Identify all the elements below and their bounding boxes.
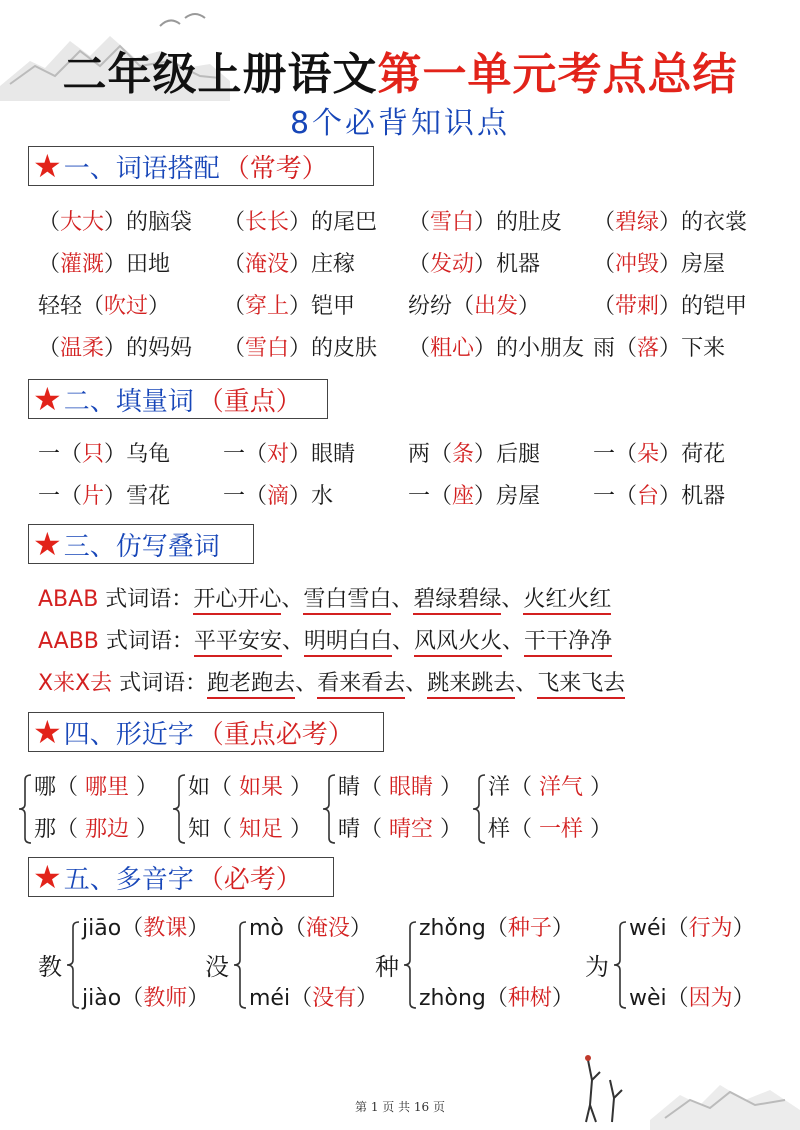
paren-close: ） xyxy=(148,294,171,319)
title-part-unit: 第一单元考点总结 xyxy=(377,49,738,100)
example-word: 飞来飞去 xyxy=(537,671,625,699)
phrase-answer: 淹没 xyxy=(245,252,290,277)
pattern-suffix: 式词语： xyxy=(105,629,194,654)
paren-open: （ xyxy=(223,210,246,235)
section-tag: （常考） xyxy=(223,153,328,184)
paren-close: ） xyxy=(474,442,497,467)
phrase-suffix: 的衣裳 xyxy=(681,210,748,235)
measure-answer: 台 xyxy=(637,484,660,509)
reduplication-row xyxy=(38,582,611,618)
paren-close: ） xyxy=(289,252,312,277)
example-word: 教课 xyxy=(143,916,188,941)
separator: 、 xyxy=(391,629,414,654)
brace-icon xyxy=(322,774,336,844)
measure-number: 一 xyxy=(223,442,246,467)
polyphone-char: 没 xyxy=(205,953,229,981)
section-tag: （重点） xyxy=(197,386,302,417)
phrase-item xyxy=(408,289,540,320)
measure-answer: 只 xyxy=(82,442,105,467)
phrase-answer: 雪白 xyxy=(245,336,290,361)
phrase-suffix: 的妈妈 xyxy=(126,336,193,361)
measure-item xyxy=(223,479,333,510)
brace-icon xyxy=(472,774,486,844)
phrase-suffix: 的皮肤 xyxy=(311,336,378,361)
example-word: 没有 xyxy=(312,986,357,1011)
reduplication-row xyxy=(38,624,612,660)
measure-answer: 滴 xyxy=(267,484,290,509)
example-word: 跳来跳去 xyxy=(427,671,515,699)
paren-open: （ xyxy=(210,817,240,842)
paren-open: （ xyxy=(615,484,638,509)
paren-open: （ xyxy=(245,442,268,467)
section-title: 四、形近字 xyxy=(63,719,194,750)
phrase-row xyxy=(38,331,798,367)
reduplication-row xyxy=(38,666,625,702)
paren-close: ） xyxy=(659,484,682,509)
similar-char-line xyxy=(34,770,158,801)
paren-close: ） xyxy=(104,442,127,467)
star-icon: ★ xyxy=(33,380,62,418)
separator: 、 xyxy=(295,671,318,696)
paren-close: ） xyxy=(433,817,463,842)
paren-open: （ xyxy=(223,336,246,361)
char: 样 xyxy=(488,817,511,842)
paren-open: （ xyxy=(593,210,616,235)
paren-open: （ xyxy=(60,442,83,467)
phrase-answer: 冲毁 xyxy=(615,252,660,277)
phrase-answer: 带刺 xyxy=(615,294,660,319)
section-title: 五、多音字 xyxy=(63,864,194,895)
paren-close: ） xyxy=(187,986,210,1011)
phrase-prefix: 雨 xyxy=(593,336,616,361)
measure-number: 一 xyxy=(38,484,61,509)
measure-noun: 后腿 xyxy=(496,442,541,467)
example-word: 种子 xyxy=(507,916,552,941)
example-word: 那边 xyxy=(85,817,130,842)
measure-answer: 朵 xyxy=(637,442,660,467)
measure-answer: 对 xyxy=(267,442,290,467)
char: 晴 xyxy=(338,817,361,842)
phrase-answer: 碧绿 xyxy=(615,210,660,235)
phrase-answer: 吹过 xyxy=(104,294,149,319)
brace-icon xyxy=(66,921,80,1009)
paren-close: ） xyxy=(433,775,463,800)
measure-item xyxy=(593,437,725,468)
pattern-suffix: 式词语： xyxy=(105,587,194,612)
polyphone-line xyxy=(419,981,574,1012)
pattern-suffix: 式词语： xyxy=(119,671,208,696)
pattern-label: ABAB xyxy=(38,587,99,612)
polyphone-char: 为 xyxy=(585,953,609,981)
char: 洋 xyxy=(488,775,511,800)
measure-row xyxy=(38,479,798,515)
char: 知 xyxy=(188,817,211,842)
measure-item xyxy=(223,437,355,468)
phrase-item xyxy=(593,247,725,278)
polyphone-line xyxy=(419,911,574,942)
brace-icon xyxy=(233,921,247,1009)
polyphone-line xyxy=(629,911,755,942)
paren-open: （ xyxy=(56,817,86,842)
paren-open: （ xyxy=(485,916,508,941)
paren-close: ） xyxy=(283,775,313,800)
section-tag: （必考） xyxy=(197,864,302,895)
paren-open: （ xyxy=(121,916,144,941)
paren-close: ） xyxy=(474,210,497,235)
similar-char-line xyxy=(188,770,312,801)
measure-answer: 座 xyxy=(452,484,475,509)
paren-open: （ xyxy=(593,294,616,319)
phrase-item xyxy=(38,247,170,278)
example-word: 跑老跑去 xyxy=(207,671,295,699)
polyphone-line xyxy=(82,911,209,942)
measure-noun: 荷花 xyxy=(681,442,726,467)
example-word: 因为 xyxy=(688,986,733,1011)
example-word: 开心开心 xyxy=(193,587,281,615)
char: 哪 xyxy=(34,775,57,800)
paren-close: ） xyxy=(518,294,541,319)
example-word: 行为 xyxy=(688,916,733,941)
paren-open: （ xyxy=(245,484,268,509)
section-title: 三、仿写叠词 xyxy=(63,531,220,562)
star-icon: ★ xyxy=(33,525,62,563)
paren-open: （ xyxy=(408,252,431,277)
paren-close: ） xyxy=(289,294,312,319)
brace-icon xyxy=(403,921,417,1009)
brace-icon xyxy=(18,774,32,844)
separator: 、 xyxy=(281,629,304,654)
char: 睛 xyxy=(338,775,361,800)
example-word: 洋气 xyxy=(539,775,584,800)
phrase-item xyxy=(593,331,725,362)
paren-close: ） xyxy=(732,916,755,941)
separator: 、 xyxy=(405,671,428,696)
similar-char-group xyxy=(470,770,660,850)
paren-close: ） xyxy=(129,775,159,800)
char: 那 xyxy=(34,817,57,842)
example-word: 碧绿碧绿 xyxy=(413,587,501,615)
example-word: 知足 xyxy=(239,817,284,842)
phrase-item xyxy=(408,205,562,236)
phrase-answer: 发动 xyxy=(430,252,475,277)
phrase-item xyxy=(38,289,170,320)
pinyin: zhòng xyxy=(419,986,486,1011)
phrase-answer: 出发 xyxy=(474,294,519,319)
polyphone-line xyxy=(629,981,755,1012)
pinyin: jiào xyxy=(82,986,122,1011)
example-word: 火红火红 xyxy=(523,587,611,615)
phrase-answer: 长长 xyxy=(245,210,290,235)
measure-item xyxy=(408,479,540,510)
measure-number: 一 xyxy=(408,484,431,509)
paren-close: ） xyxy=(289,484,312,509)
example-word: 看来看去 xyxy=(317,671,405,699)
measure-item xyxy=(408,437,540,468)
phrase-item xyxy=(38,331,192,362)
paren-open: （ xyxy=(593,252,616,277)
paren-close: ） xyxy=(551,986,574,1011)
separator: 、 xyxy=(391,587,414,612)
crane-ink-decoration xyxy=(570,1050,800,1130)
example-word: 明明白白 xyxy=(304,629,392,657)
phrase-suffix: 机器 xyxy=(496,252,541,277)
phrase-item xyxy=(38,205,192,236)
paren-open: （ xyxy=(60,484,83,509)
example-word: 平平安安 xyxy=(194,629,282,657)
phrase-item xyxy=(408,247,540,278)
paren-close: ） xyxy=(289,210,312,235)
paren-close: ） xyxy=(283,817,313,842)
similar-char-line xyxy=(488,812,612,843)
brace-icon xyxy=(613,921,627,1009)
paren-close: ） xyxy=(583,817,613,842)
star-icon: ★ xyxy=(33,858,62,896)
measure-noun: 雪花 xyxy=(126,484,171,509)
phrase-suffix: 的肚皮 xyxy=(496,210,563,235)
title-part-grade: 二年级上册语文 xyxy=(62,49,378,100)
separator: 、 xyxy=(281,587,304,612)
section-header-reduplication xyxy=(28,524,254,564)
char: 如 xyxy=(188,775,211,800)
paren-close: ） xyxy=(187,916,210,941)
paren-open: （ xyxy=(408,210,431,235)
paren-open: （ xyxy=(82,294,105,319)
paren-open: （ xyxy=(615,442,638,467)
phrase-row xyxy=(38,205,798,241)
paren-close: ） xyxy=(583,775,613,800)
measure-number: 一 xyxy=(38,442,61,467)
measure-number: 一 xyxy=(593,484,616,509)
phrase-row xyxy=(38,289,798,325)
phrase-item xyxy=(593,205,747,236)
pattern-label: AABB xyxy=(38,629,99,654)
section-header-polyphones xyxy=(28,857,334,897)
example-word: 哪里 xyxy=(85,775,130,800)
pinyin: wéi xyxy=(629,916,667,941)
phrase-suffix: 的脑袋 xyxy=(126,210,193,235)
section-header-word-collocation xyxy=(28,146,374,186)
paren-close: ） xyxy=(659,442,682,467)
section-title: 一、词语搭配 xyxy=(63,153,220,184)
paren-open: （ xyxy=(430,442,453,467)
separator: 、 xyxy=(501,587,524,612)
paren-open: （ xyxy=(510,775,540,800)
paren-close: ） xyxy=(732,986,755,1011)
page-number: 第 1 页 共 16 页 xyxy=(355,1100,445,1114)
phrase-suffix: 房屋 xyxy=(681,252,726,277)
example-word: 教师 xyxy=(143,986,188,1011)
paren-close: ） xyxy=(659,252,682,277)
example-word: 干干净净 xyxy=(524,629,612,657)
example-word: 晴空 xyxy=(389,817,434,842)
separator: 、 xyxy=(502,629,525,654)
section-header-measure-words xyxy=(28,379,328,419)
pinyin: méi xyxy=(249,986,291,1011)
pattern-label: X来X去 xyxy=(38,671,113,696)
paren-open: （ xyxy=(360,775,390,800)
phrase-suffix: 的铠甲 xyxy=(681,294,748,319)
paren-open: （ xyxy=(56,775,86,800)
measure-noun: 乌龟 xyxy=(126,442,171,467)
section-header-similar-chars xyxy=(28,712,384,752)
paren-open: （ xyxy=(666,916,689,941)
measure-number: 一 xyxy=(593,442,616,467)
measure-answer: 条 xyxy=(452,442,475,467)
phrase-item xyxy=(408,331,584,362)
paren-open: （ xyxy=(223,252,246,277)
measure-number: 两 xyxy=(408,442,431,467)
pinyin: wèi xyxy=(629,986,667,1011)
similar-char-line xyxy=(488,770,612,801)
phrase-suffix: 的尾巴 xyxy=(311,210,378,235)
measure-number: 一 xyxy=(223,484,246,509)
page-title xyxy=(0,38,800,102)
phrase-prefix: 轻轻 xyxy=(38,294,83,319)
page-subtitle: 8个必背知识点 xyxy=(289,106,511,141)
paren-close: ） xyxy=(104,210,127,235)
paren-open: （ xyxy=(360,817,390,842)
similar-char-line xyxy=(188,812,312,843)
pattern-gap xyxy=(99,629,106,654)
pinyin: mò xyxy=(249,916,284,941)
paren-close: ） xyxy=(289,336,312,361)
example-word: 淹没 xyxy=(305,916,350,941)
paren-close: ） xyxy=(474,252,497,277)
phrase-answer: 粗心 xyxy=(430,336,475,361)
paren-close: ） xyxy=(349,916,372,941)
example-word: 种树 xyxy=(507,986,552,1011)
paren-open: （ xyxy=(290,986,313,1011)
phrase-row xyxy=(38,247,798,283)
measure-noun: 水 xyxy=(311,484,334,509)
phrase-suffix: 铠甲 xyxy=(311,294,356,319)
paren-open: （ xyxy=(408,336,431,361)
star-icon: ★ xyxy=(33,713,62,751)
phrase-answer: 雪白 xyxy=(430,210,475,235)
phrase-item xyxy=(593,289,747,320)
phrase-item xyxy=(223,205,377,236)
example-word: 一样 xyxy=(539,817,584,842)
phrase-answer: 灌溉 xyxy=(60,252,105,277)
phrase-answer: 大大 xyxy=(60,210,105,235)
phrase-suffix: 下来 xyxy=(681,336,726,361)
phrase-item xyxy=(223,331,377,362)
paren-open: （ xyxy=(38,252,61,277)
measure-row xyxy=(38,437,798,473)
example-word: 雪白雪白 xyxy=(303,587,391,615)
paren-close: ） xyxy=(104,484,127,509)
measure-answer: 片 xyxy=(82,484,105,509)
polyphone-char: 教 xyxy=(38,953,62,981)
paren-close: ） xyxy=(129,817,159,842)
phrase-prefix: 纷纷 xyxy=(408,294,453,319)
polyphone-line xyxy=(82,981,209,1012)
paren-open: （ xyxy=(283,916,306,941)
paren-open: （ xyxy=(121,986,144,1011)
paren-open: （ xyxy=(210,775,240,800)
phrase-answer: 穿上 xyxy=(245,294,290,319)
polyphone-line xyxy=(249,911,372,942)
paren-open: （ xyxy=(38,336,61,361)
measure-noun: 眼睛 xyxy=(311,442,356,467)
paren-close: ） xyxy=(474,336,497,361)
measure-item xyxy=(38,437,170,468)
paren-close: ） xyxy=(551,916,574,941)
phrase-answer: 温柔 xyxy=(60,336,105,361)
paren-open: （ xyxy=(223,294,246,319)
paren-open: （ xyxy=(38,210,61,235)
paren-open: （ xyxy=(615,336,638,361)
paren-open: （ xyxy=(452,294,475,319)
polyphone-char: 种 xyxy=(375,953,399,981)
measure-noun: 机器 xyxy=(681,484,726,509)
paren-close: ） xyxy=(289,442,312,467)
example-word: 风风火火 xyxy=(414,629,502,657)
paren-close: ） xyxy=(659,336,682,361)
phrase-suffix: 庄稼 xyxy=(311,252,356,277)
paren-open: （ xyxy=(510,817,540,842)
measure-item xyxy=(38,479,170,510)
measure-item xyxy=(593,479,725,510)
measure-noun: 房屋 xyxy=(496,484,541,509)
phrase-item xyxy=(223,289,355,320)
similar-char-line xyxy=(34,812,158,843)
section-title: 二、填量词 xyxy=(63,386,194,417)
phrase-answer: 落 xyxy=(637,336,660,361)
paren-open: （ xyxy=(666,986,689,1011)
phrase-suffix: 的小朋友 xyxy=(496,336,585,361)
paren-close: ） xyxy=(356,986,379,1011)
phrase-suffix: 田地 xyxy=(126,252,171,277)
section-tag: （重点必考） xyxy=(197,719,354,750)
polyphone-line xyxy=(249,981,378,1012)
similar-char-line xyxy=(338,770,462,801)
star-icon: ★ xyxy=(33,147,62,185)
phrase-item xyxy=(223,247,355,278)
similar-char-line xyxy=(338,812,462,843)
paren-open: （ xyxy=(430,484,453,509)
paren-close: ） xyxy=(659,294,682,319)
separator: 、 xyxy=(515,671,538,696)
paren-close: ） xyxy=(104,252,127,277)
pinyin: jiāo xyxy=(82,916,122,941)
pinyin: zhǒng xyxy=(419,916,486,941)
example-word: 眼睛 xyxy=(389,775,434,800)
paren-close: ） xyxy=(474,484,497,509)
example-word: 如果 xyxy=(239,775,284,800)
paren-open: （ xyxy=(485,986,508,1011)
brace-icon xyxy=(172,774,186,844)
paren-close: ） xyxy=(659,210,682,235)
paren-close: ） xyxy=(104,336,127,361)
